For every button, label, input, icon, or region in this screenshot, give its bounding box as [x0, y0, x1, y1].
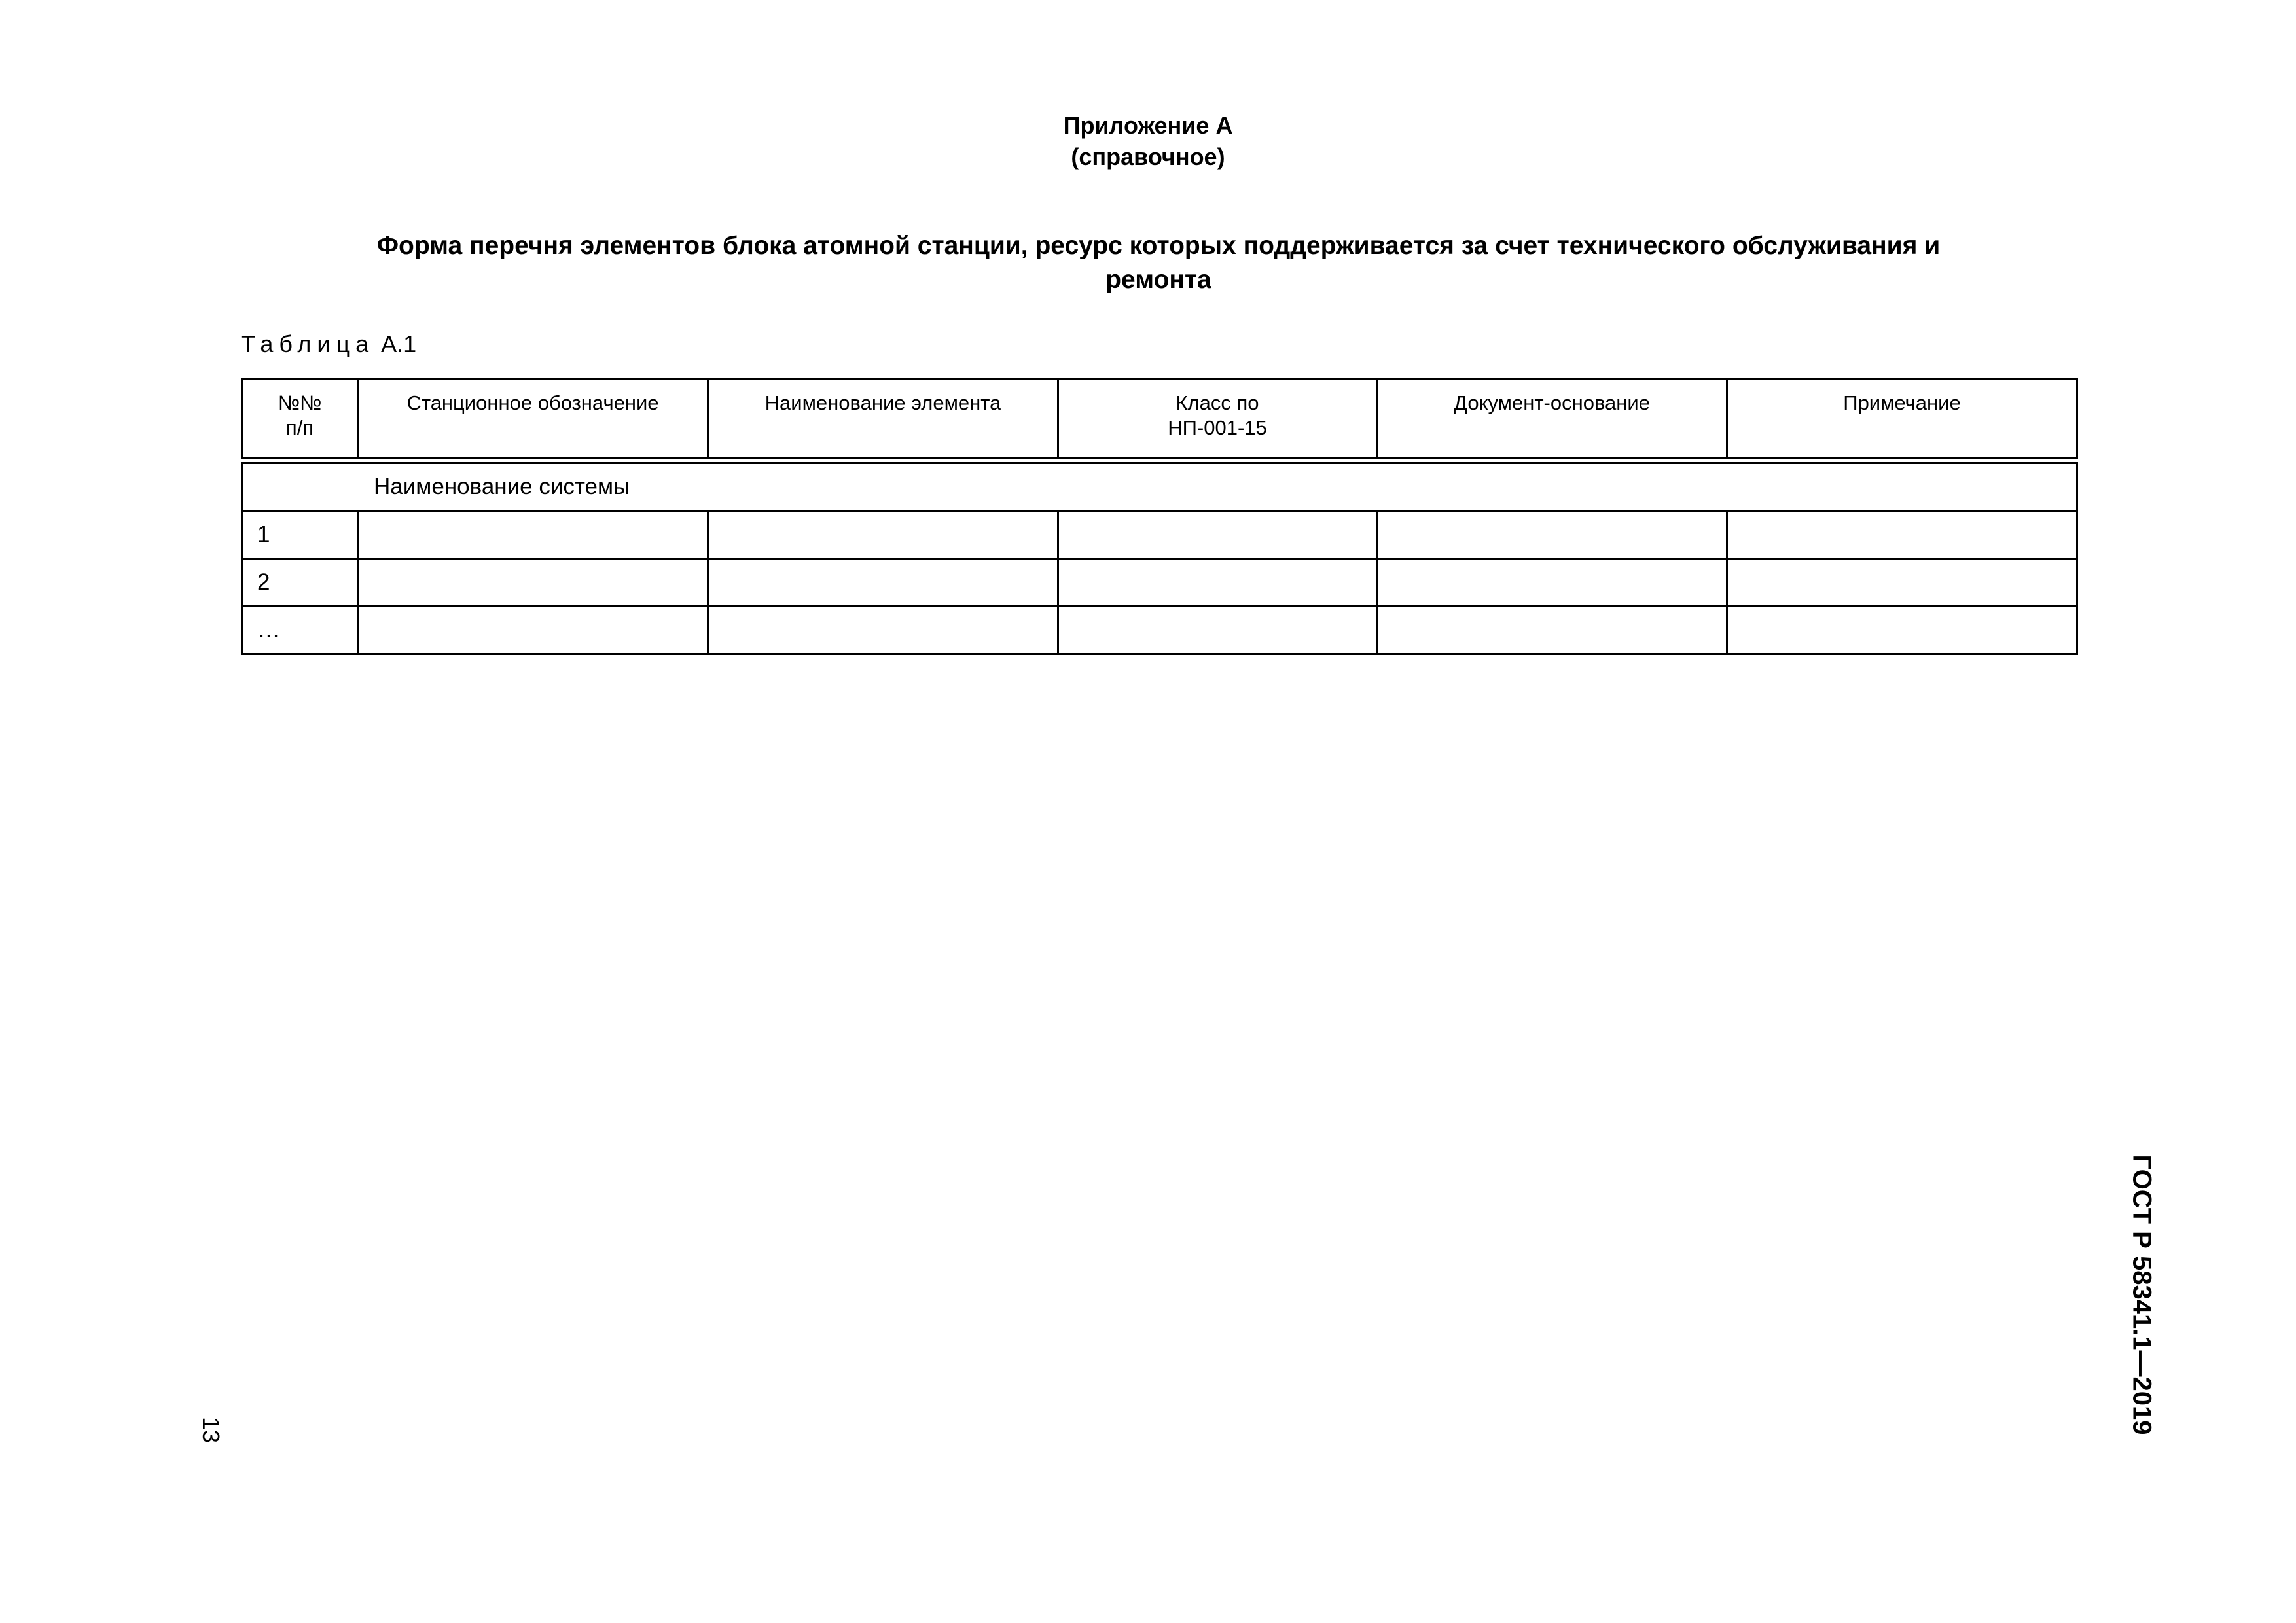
- row-number-cell: 1: [242, 511, 358, 559]
- table-cell: [1058, 607, 1377, 654]
- appendix-subtitle: (справочное): [1071, 143, 1225, 170]
- table-cell: [1058, 559, 1377, 607]
- table-caption-number: А.1: [381, 330, 417, 357]
- page-number: [191, 1400, 230, 1459]
- appendix-title: Приложение А: [1063, 112, 1233, 139]
- row-number-cell: …: [242, 607, 358, 654]
- table-cell: [358, 559, 708, 607]
- table-header-row: [242, 380, 2077, 461]
- header-note: Примечание: [1727, 380, 2077, 461]
- standard-code: [2119, 1144, 2164, 1445]
- table-caption-word: Таблица: [241, 330, 375, 357]
- document-title: Форма перечня элементов блока атомной станции, ресурс которых поддерживается за счет технического обслуживания и ремонта: [376, 232, 1941, 294]
- elements-table: [241, 378, 2078, 655]
- table-cell: [358, 511, 708, 559]
- table-cell: [358, 607, 708, 654]
- header-station-designation: Станционное обозначение: [358, 380, 708, 461]
- header-number: №№ п/п: [242, 380, 358, 461]
- table-row: [242, 607, 2077, 654]
- table-cell: [1727, 607, 2077, 654]
- table-cell: [708, 559, 1058, 607]
- appendix-header: [0, 110, 2296, 173]
- table-cell: [708, 511, 1058, 559]
- page-number-text: 13: [197, 1416, 224, 1444]
- table-row: [242, 559, 2077, 607]
- table-cell: [1727, 559, 2077, 607]
- standard-code-text: ГОСТ Р 58341.1—2019: [2127, 1154, 2157, 1435]
- header-element-name: Наименование элемента: [708, 380, 1058, 461]
- table-caption: [241, 329, 416, 360]
- system-row: [242, 461, 2077, 511]
- system-name-cell: Наименование системы: [242, 461, 2077, 511]
- table-cell: [1377, 607, 1727, 654]
- table-cell: [708, 607, 1058, 654]
- header-basis-document: Документ-основание: [1377, 380, 1727, 461]
- table-cell: [1377, 511, 1727, 559]
- table-cell: [1377, 559, 1727, 607]
- header-class: Класс по НП-001-15: [1058, 380, 1377, 461]
- row-number-cell: 2: [242, 559, 358, 607]
- table-cell: [1727, 511, 2077, 559]
- table-row: [242, 511, 2077, 559]
- table-cell: [1058, 511, 1377, 559]
